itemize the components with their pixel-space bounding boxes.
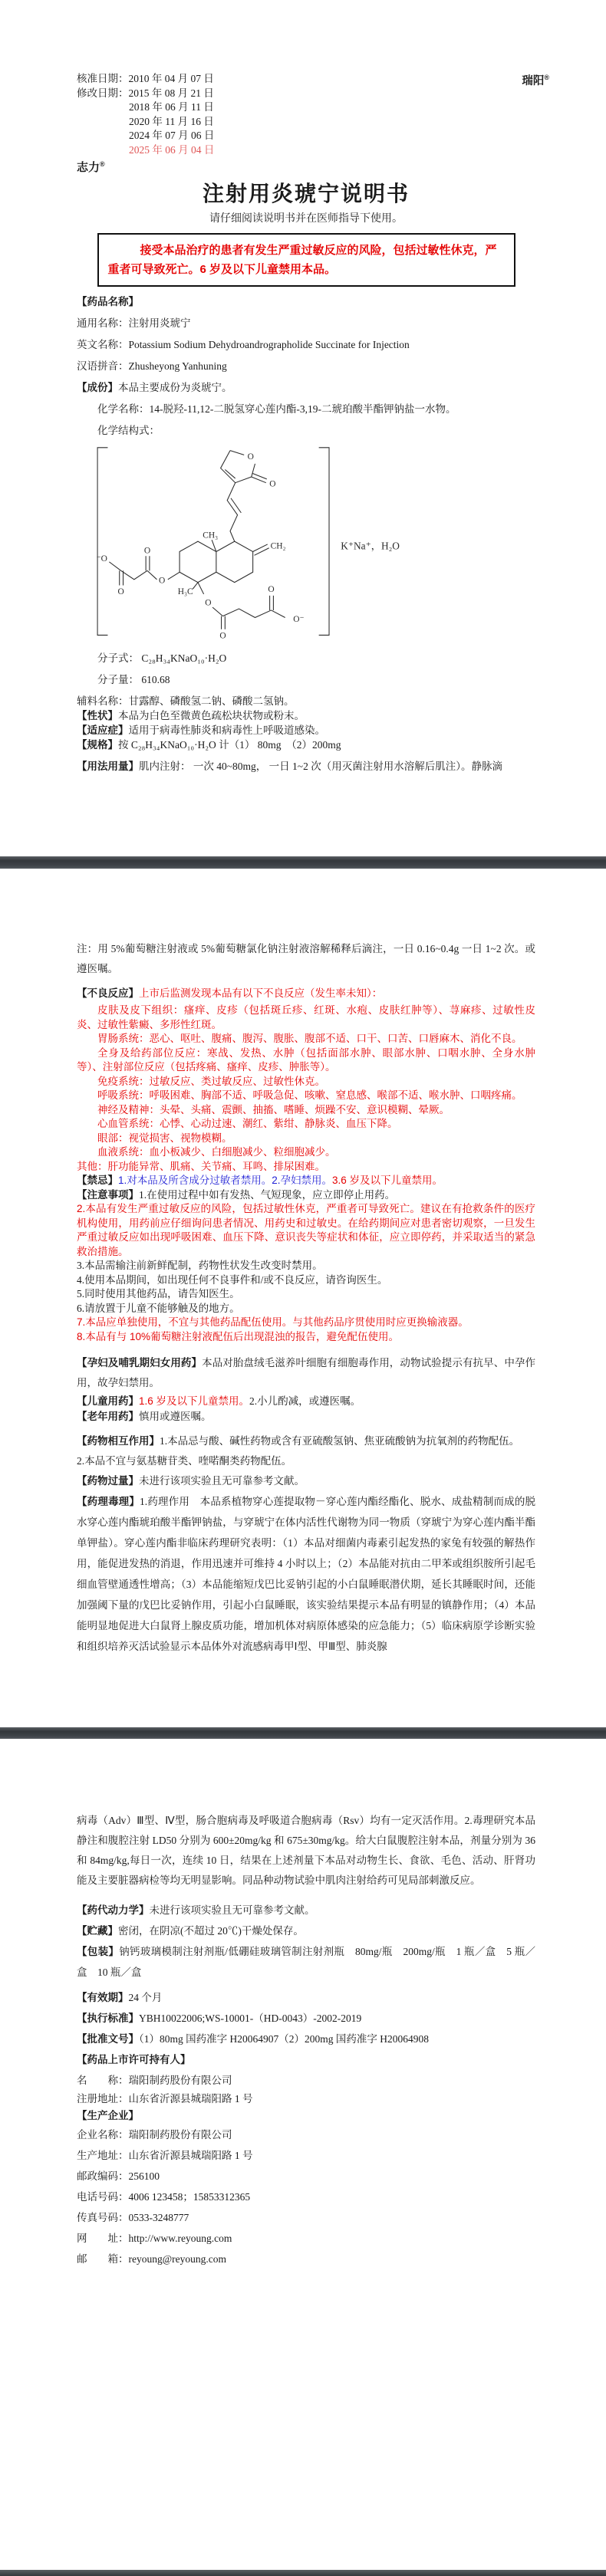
section-standard: 【执行标准】YBH10022006;WS-10001-（HD-0043）-2002-2019 [77, 2013, 362, 2024]
adverse-item: 呼吸系统：呼吸困难、胸部不适、呼吸急促、咳嗽、窒息感、喉部不适、喉水肿、口咽疼痛。 [97, 1089, 522, 1101]
chemical-structure-figure [78, 445, 535, 646]
mah-address: 注册地址：山东省沂源县城瑞阳路 1 号 [77, 2093, 253, 2104]
section-specification: 【规格】按 C₂₈H₃₄KNaO₁₀·H₂O 计（1） 80mg （2）200mg [77, 739, 341, 751]
section-interactions: 【药物相互作用】1.本品忌与酸、碱性药物或含有亚硫酸氢钠、焦亚硫酸钠为抗氧剂的药物配伍。 [77, 1434, 520, 1447]
precaution-item-4: 4.使用本品期间，如出现任何不良事件和/或不良反应，请咨询医生。 [77, 1273, 388, 1286]
registered-mark-icon: ® [544, 74, 549, 82]
doc-title: 注射用炎琥宁说明书 [202, 182, 410, 206]
contraindication-red: 3.6 岁及以下儿童禁用。 [332, 1175, 443, 1186]
section-storage: 【贮藏】密闭，在阴凉(不超过 20℃)干燥处保存。 [77, 1925, 304, 1937]
email: 邮 箱：reyoung@reyoung.com [77, 2253, 227, 2265]
adverse-items-list [77, 1004, 535, 1174]
oxygen-atom-label: O [205, 598, 212, 608]
precaution-item-8: 8.本品有与 10%葡萄糖注射液配伍后出现混浊的报告，避免配伍使用。 [77, 1330, 400, 1342]
website: 网 址：http://www.reyoung.com [77, 2233, 232, 2244]
section-children: 【儿童用药】1.6 岁及以下儿童禁用。2.小儿酌减，或遵医嘱。 [77, 1395, 361, 1407]
left-bracket [97, 448, 107, 636]
section-manufacturer: 【生产企业】 [77, 2110, 139, 2121]
page-1 [0, 0, 606, 856]
oxygen-atom-label: O [247, 452, 254, 462]
adverse-item: 神经及精神：头晕、头痛、震颤、抽搐、嗜睡、烦躁不安、意识模糊、晕厥。 [97, 1103, 450, 1116]
carboxylate-oxygen-label: ⁻O [96, 554, 107, 564]
adverse-item: 血液系统：血小板减少、白细胞减少、粒细胞减少。 [97, 1146, 336, 1158]
page-3 [0, 1739, 606, 2570]
revision-date-value: 2015 年 08 月 21 日 [128, 87, 214, 99]
section-pharmacokinetics: 【药代动力学】未进行该项实验且无可靠参考文献。 [77, 1904, 315, 1916]
section-validity: 【有效期】24 个月 [77, 1992, 163, 2003]
brand-ruiyang-text: 瑞阳 [522, 75, 545, 87]
revision-date-row [77, 87, 535, 101]
manufacturer-name: 企业名称：瑞阳制药股份有限公司 [77, 2129, 232, 2141]
brand-ruiyang-logo [522, 72, 549, 88]
chemical-name: 化学名称：14-脱羟-11,12-二脱氢穿心莲内酯-3,19-二琥珀酸半酯钾钠盐一水物。 [97, 403, 456, 415]
adverse-intro: 上市后监测发现本品有以下不良反应（发生率未知）： [139, 987, 383, 999]
vinyl-chain-bonds [227, 483, 241, 541]
section-elderly: 【老年用药】慎用或遵医嘱。 [77, 1411, 212, 1422]
warning-box [97, 233, 515, 287]
adverse-item: 心血管系统：心悸、心动过速、潮红、紫绀、静脉炎、血压下降。 [97, 1118, 398, 1129]
contraindication-blue: 1.对本品及所含成分过敏者禁用。2.孕妇禁用。 [118, 1175, 333, 1186]
page-separator [0, 856, 606, 869]
methyl-label: CH₃ [203, 531, 219, 540]
adverse-item: 免疫系统：过敏反应、类过敏反应、过敏性休克。 [97, 1075, 325, 1087]
adverse-item: 皮肤及皮下组织：瘙痒、皮疹（包括斑丘疹、红斑、水疱、皮肤红肿等）、荨麻疹、过敏性皮炎、过敏性紫癜、多形性红斑。 [77, 1004, 535, 1030]
chemical-structure-caption: 化学结构式： [97, 425, 160, 436]
approval-date-value: 2010 年 04 月 07 日 [128, 73, 214, 84]
excipients: 辅料名称：甘露醇、磷酸氢二钠、磷酸二氢钠。 [77, 695, 295, 707]
section-contraindications: 【禁忌】1.对本品及所含成分过敏者禁用。2.孕妇禁用。3.6 岁及以下儿童禁用。 [77, 1175, 443, 1186]
oxygen-atom-label: O [268, 585, 275, 595]
pharmacology-continued: 病毒（Adv）Ⅲ型、Ⅳ型，肠合胞病毒及呼吸道合胞病毒（Rsv）均有一定灭活作用。2.毒理研究本品静注和腹腔注射 LD50 分别为 600±20mg/kg 和 675±30mg/kg。给大白鼠腹腔注射本品，剂量分别为 36 和 84mg/kg,每日一次，连续 10 日，结果在上述剂量下本品对动物生长、食欲、毛色、活动、肝肾功能及主要脏器病检等均无明显影响。同品种动物试验中肌肉注射给药可见局部刺激反应。 [77, 1815, 535, 1886]
approval-date-label: 核准日期： [77, 73, 129, 84]
approval-date-row [77, 72, 535, 87]
methyl-label: H₃C [177, 586, 193, 596]
postal-code: 邮政编码：256100 [77, 2170, 160, 2182]
precaution-item-6: 6.请放置于儿童不能够触及的地方。 [77, 1302, 240, 1314]
manufacturer-address: 生产地址：山东省沂源县城瑞阳路 1 号 [77, 2150, 253, 2161]
section-approval-number: 【批准文号】（1）80mg 国药准字 H20064907（2）200mg 国药准字 H20064908 [77, 2033, 429, 2045]
page-2 [0, 869, 606, 1727]
warning-text: 接受本品治疗的患者有发生严重过敏反应的风险，包括过敏性休克，严重者可导致死亡。6 岁及以下儿童禁用本品。 [107, 244, 497, 276]
adverse-item: 其他：肝功能异常、肌痛、关节痛、耳鸣、排尿困难。 [77, 1160, 325, 1172]
section-adverse-reactions: 【不良反应】上市后监测发现本品有以下不良反应（发生率未知）： [77, 987, 383, 999]
fax-number: 传真号码：0533-3248777 [77, 2212, 189, 2223]
precaution-item-3: 3.本品需输注前新鲜配制，药物性状发生改变时禁用。 [77, 1260, 323, 1271]
doc-subtitle: 请仔细阅读说明书并在医师指导下使用。 [209, 213, 403, 225]
revision-date-row: 2024 年 07 月 06 日 [129, 130, 215, 141]
section-properties: 【性状】本品为白色至微黄色疏松块状物或粉末。 [77, 710, 305, 721]
precaution-item-7: 7.本品应单独使用，不宜与其他药品配伍使用。与其他药品序贯使用时应更换输液器。 [77, 1316, 469, 1328]
molecular-weight: 分子量： 610.68 [97, 674, 170, 685]
section-pharmacology: 【药理毒理】1.药理作用 本品系植物穿心莲提取物－穿心莲内酯经酯化、脱水、成盐精制而成的脱水穿心莲内酯琥珀酸半酯钾钠盐，与穿琥宁在体内活性代谢物为同一物质（穿琥宁为穿心莲内酯半酯单钾盐）。穿心莲内酯非临床药理研究表明：（1）本品对细菌内毒素引起发热的家兔有较强的解热作用，能促进发热的消退，作用迅速并可维持 4 小时以上；（2）本品能对抗由二甲苯或组织胺所引起毛细血管壁通透性增高；（3）本品能缩短戊巴比妥钠引起的小白鼠睡眠潜伏期，延长其睡眠时间，还能加强阈下量的戊巴比妥钠作用，引起小白鼠睡眠，该实验结果提示本品有明显的镇静作用；（4）本品能明显地促进大白鼠肾上腺皮质功能，增加机体对病原体感染的应急能力；（5）临床病原学诊断实验和组织培养灭活试验显示本品体外对流感病毒甲Ⅰ型、甲Ⅲ型、肺炎腺 [77, 1495, 536, 1652]
molecular-formula: 分子式： C₂₈H₃₄KNaO₁₀·H₂O [97, 652, 227, 664]
field-english-name: 英文名称：Potassium Sodium Dehydroandrographolide Succinate for Injection [77, 339, 410, 350]
methylene-label: CH₂ [270, 541, 286, 551]
mah-name: 名 称：瑞阳制药股份有限公司 [77, 2075, 232, 2086]
revision-date-row-latest: 2025 年 06 月 04 日 [129, 143, 215, 156]
registered-mark-icon: ® [100, 160, 105, 168]
oxygen-atom-label: O [219, 631, 226, 641]
oxygen-atom-label: O [117, 586, 124, 596]
page-separator [0, 2570, 606, 2576]
section-indications: 【适应症】适用于病毒性肺炎和病毒性上呼吸道感染。 [77, 724, 325, 736]
section-packaging: 【包装】钠钙玻璃模制注射剂瓶/低硼硅玻璃管制注射剂瓶 80mg/瓶 200mg/瓶 1 瓶／盒 5 瓶／盒 10 瓶／盒 [77, 1946, 535, 1978]
phone-number: 电话号码：4006 123458；15853312365 [77, 2191, 251, 2203]
lactone-ring-bonds [221, 451, 267, 483]
right-bracket [319, 448, 329, 636]
interaction-item-2: 2.本品不宜与氨基糖苷类、喹喏酮类药物配伍。 [77, 1454, 292, 1467]
substituent-bonds [193, 540, 268, 594]
carboxylate-oxygen-label: O⁻ [293, 615, 305, 625]
approval-dates-block [77, 72, 535, 157]
section-composition: 【成份】本品主要成份为炎琥宁。 [77, 382, 232, 393]
adverse-item: 全身及给药部位反应：寒战、发热、水肿（包括面部水肿、眼部水肿、口咽水肿、全身水肿等）、注射部位反应（包括疼痛、瘙痒、皮疹、肿胀等）。 [77, 1046, 535, 1073]
dosage-note: 注：用 5%葡萄糖注射液或 5%葡萄糖氯化钠注射液溶解稀释后滴注，一日 0.16~0.4g 一日 1~2 次。或遵医嘱。 [77, 943, 535, 974]
revision-date-row: 2020 年 11 月 16 日 [129, 115, 214, 127]
field-pinyin-name: 汉语拼音：Zhusheyong Yanhuning [77, 360, 227, 372]
adverse-item: 胃肠系统：恶心、呕吐、腹痛、腹泻、腹胀、腹部不适、口干、口苦、口唇麻木、消化不良。 [97, 1033, 522, 1044]
children-red: 1.6 岁及以下儿童禁用。 [139, 1395, 250, 1407]
decalin-ring-bonds [179, 541, 253, 583]
page-separator [0, 1727, 606, 1739]
section-pregnancy: 【孕妇及哺乳期妇女用药】本品对胎盘绒毛滋养叶细胞有细胞毒作用，动物试验提示有抗早、中孕作用，故孕妇禁用。 [77, 1357, 536, 1388]
adverse-item: 眼部：视觉损害、视物模糊。 [97, 1132, 232, 1144]
left-succinate-bonds [109, 556, 179, 585]
chemical-structure-diagram [78, 445, 416, 642]
oxygen-atom-label: O [143, 546, 151, 556]
precaution-item-5: 5.同时使用其他药品，请告知医生。 [77, 1288, 240, 1300]
brand-zhili-mark: 志力® [77, 160, 105, 174]
precaution-item-2: 2.本品有发生严重过敏反应的风险，包括过敏性休克，严重者可导致死亡。建议在有抢救条件的医疗机构使用，用药前应仔细询问患者情况、用药史和过敏史。在给药期间应对患者密切观察，一旦发生严重过敏反应如出现呼吸困难、血压下降、意识丧失等症状和体征，应立即停药，并采取适当的紧急救治措施。 [77, 1203, 535, 1257]
revision-date-label: 修改日期： [77, 87, 129, 99]
section-dosage: 【用法用量】肌内注射： 一次 40~80mg， 一日 1~2 次（用灭菌注射用水溶解后肌注）。静脉滴 [77, 761, 502, 772]
section-drug-name: 【药品名称】 [77, 296, 139, 307]
oxygen-atom-label: O [269, 479, 276, 489]
section-mah: 【药品上市许可持有人】 [77, 2054, 191, 2065]
oxygen-atom-label: O [159, 576, 166, 586]
section-overdose: 【药物过量】未进行该项实验且无可靠参考文献。 [77, 1474, 305, 1487]
precaution-item-1: 1.在使用过程中如有发热、气短现象，应立即停止用药。 [139, 1188, 396, 1201]
section-precautions: 【注意事项】1.在使用过程中如有发热、气短现象，应立即停止用药。 [77, 1188, 396, 1201]
field-generic-name: 通用名称：注射用炎琥宁 [77, 317, 191, 329]
revision-date-row: 2018 年 06 月 11 日 [129, 101, 214, 113]
counter-ion-label: K⁺Na⁺，H₂O [341, 540, 400, 552]
bottom-succinate-bonds [212, 596, 285, 629]
